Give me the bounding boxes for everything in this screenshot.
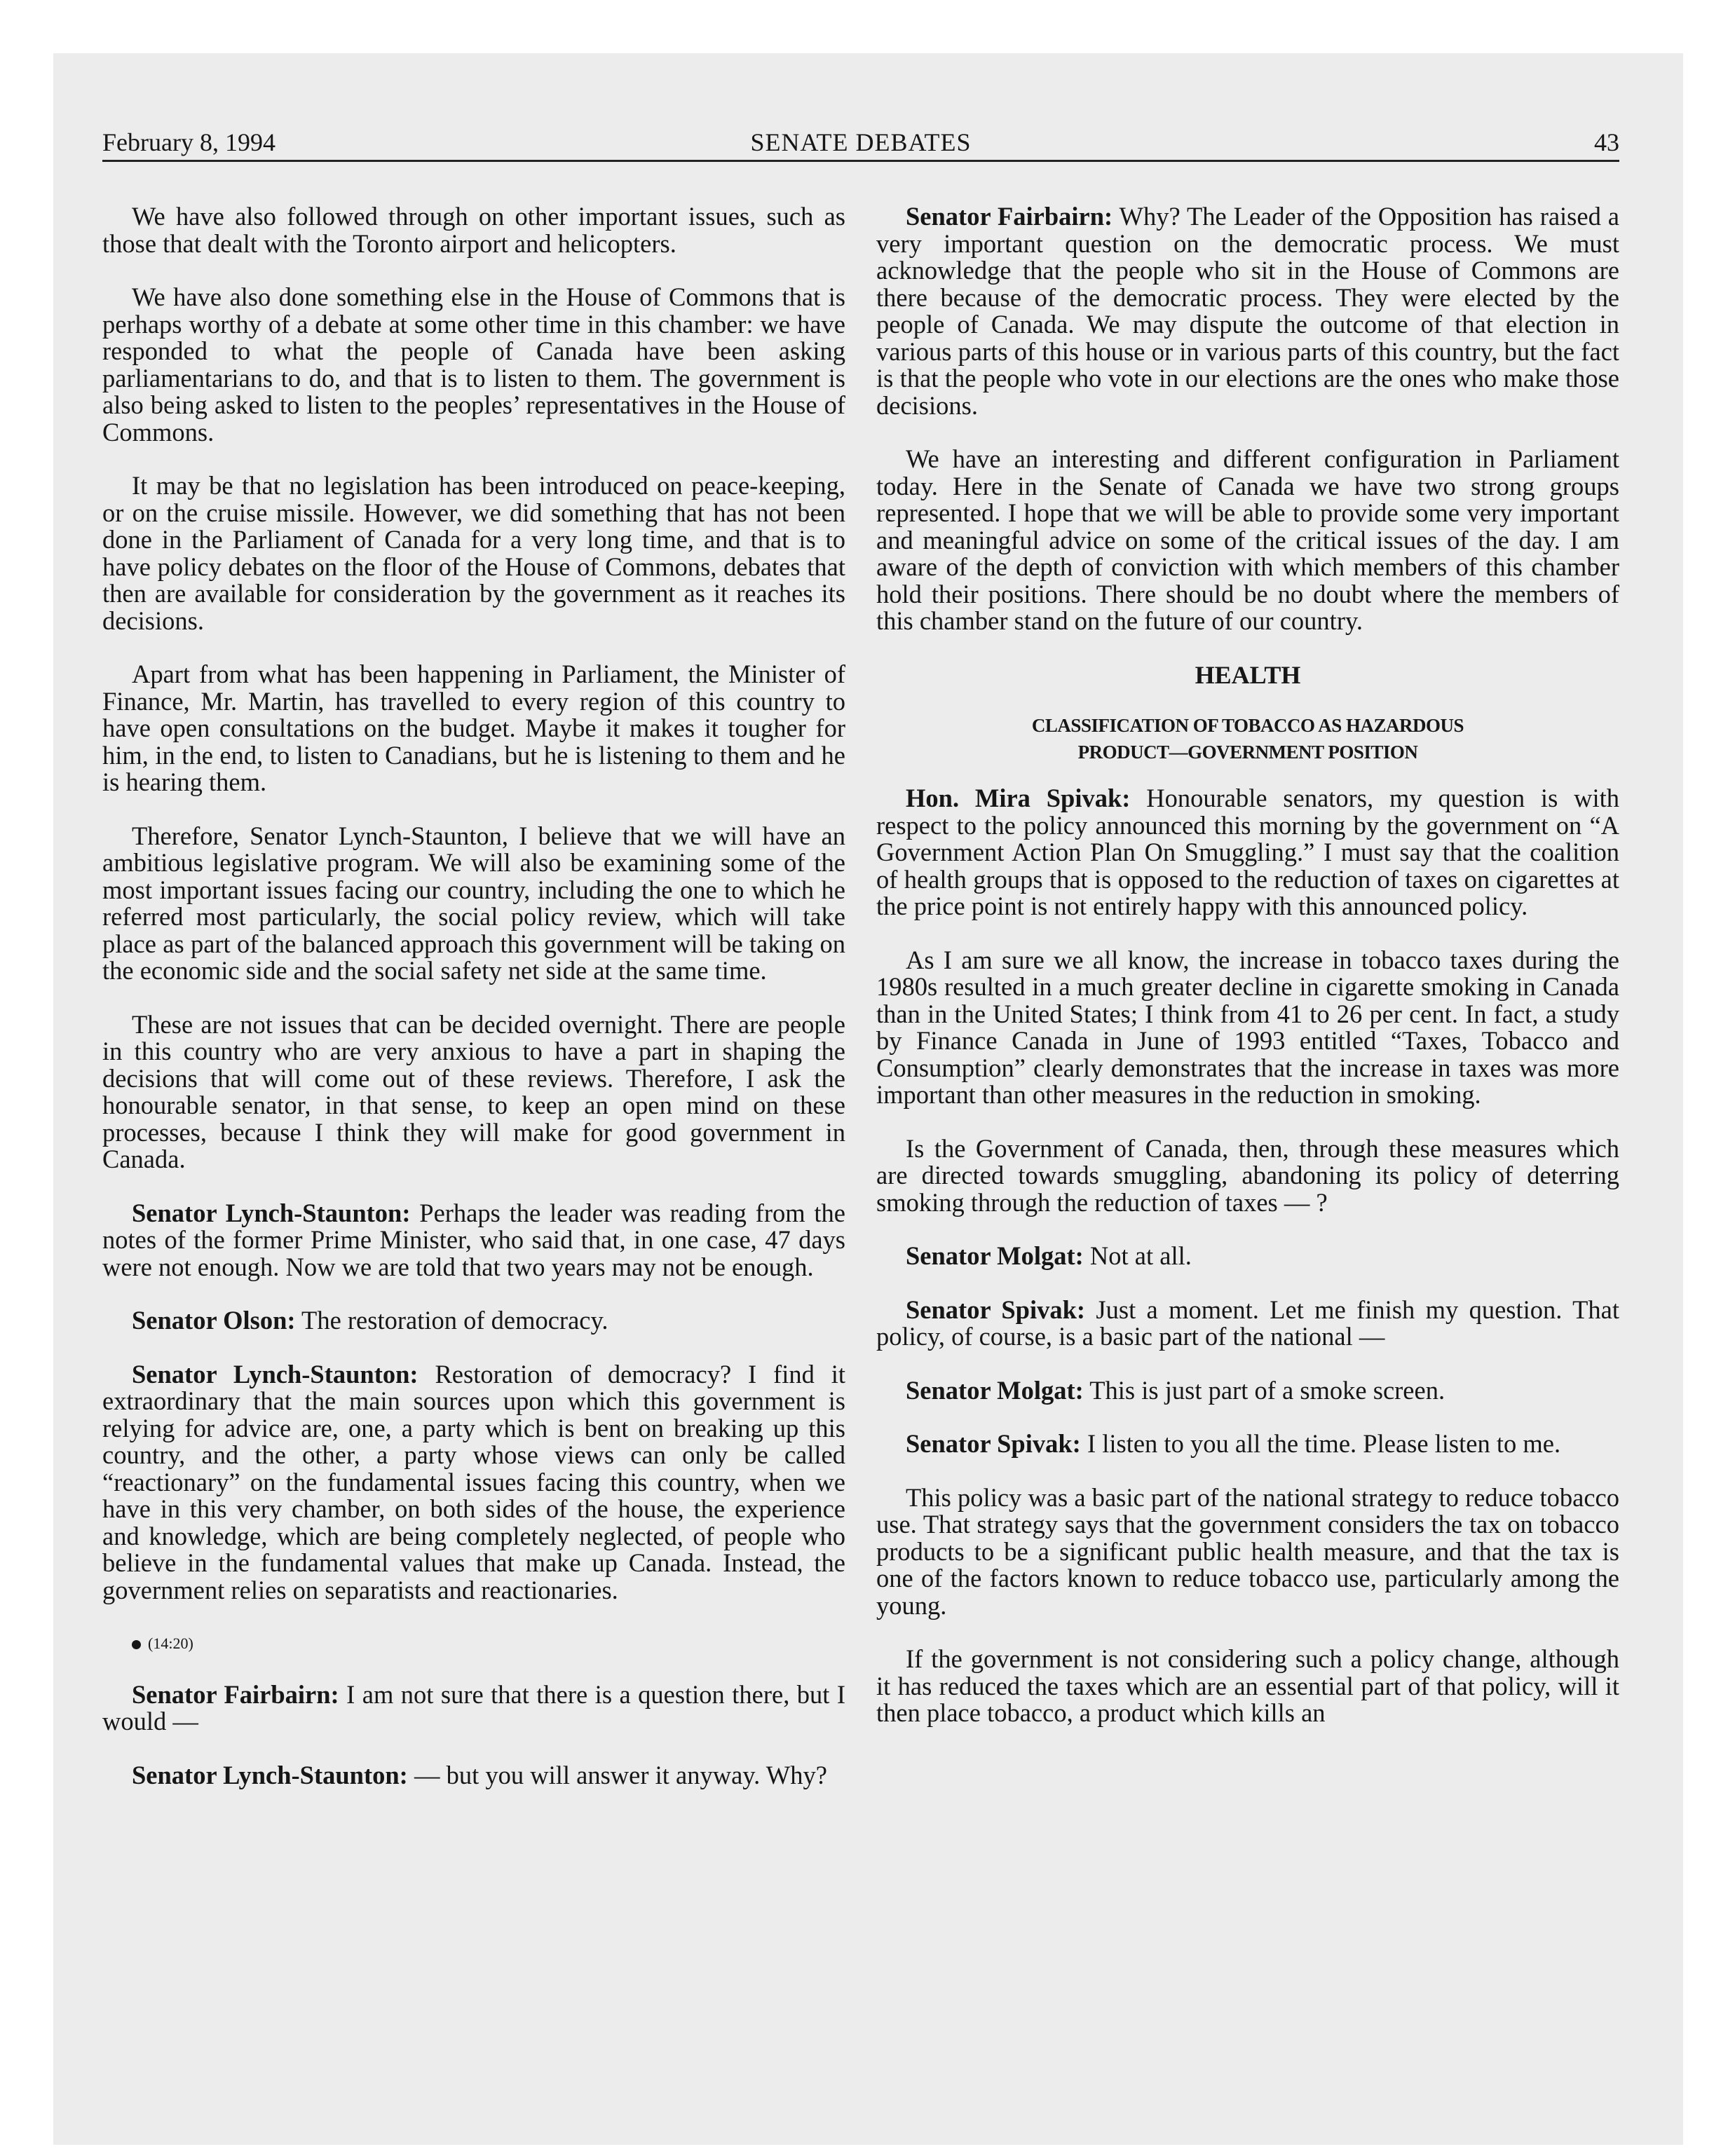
subheading-line-2: PRODUCT—GOVERNMENT POSITION: [1077, 742, 1418, 763]
paragraph: [102, 1011, 845, 1173]
header-date: February 8, 1994: [102, 128, 275, 156]
speaker-name: Senator Spivak:: [906, 1429, 1081, 1458]
paragraph-text: Just a moment. Let me finish my question. That policy, of course, is a basic part of the national —: [876, 1295, 1619, 1351]
paragraph-text: Why? The Leader of the Opposition has raised a very important question on the democratic process. We must acknowledge that the people who sit in the House of Commons are there because of the democratic process. They were elected by the people of Canada. We may dispute the outcome of that election in various parts of this house or in various parts of this country, but the fact is that the people who vote in our elections are the ones who make those decisions.: [876, 202, 1620, 420]
paragraph-text: Therefore, Senator Lynch-Staunton, I believe that we will have an ambitious legislative program. We will also be examining some of the most important issues facing our country, including the one to which he referred most particularly, the social policy review, which will take place as part of the balanced approach this government will be taking on the economic side and the social safety net side at the same time.: [102, 821, 845, 985]
paragraph: [102, 203, 845, 257]
paragraph-text: Is the Government of Canada, then, through these measures which are directed towards smuggling, abandoning its policy of deterring smoking through the reduction of taxes — ?: [876, 1133, 1619, 1217]
paragraph-text: We have also done something else in the House of Commons that is perhaps worthy of a debate at some other time in this chamber: we have responded to what the people of Canada have been asking parliamentarians to do, and that is to listen to them. The government is also being asked to listen to the peoples’ representatives in the House of Commons.: [102, 282, 845, 446]
paragraph: [876, 203, 1619, 419]
paragraph-text: We have also followed through on other important issues, such as those that dealt with the Toronto airport and helicopters.: [102, 202, 845, 258]
paragraph: [876, 1297, 1619, 1351]
paragraph: [876, 1243, 1619, 1270]
paragraph-text: These are not issues that can be decided overnight. There are people in this country who are very anxious to have a part in shaping the decisions that will come out of these reviews. Therefore, I ask the honourable senator, in that sense, to keep an open mind on these processes, because I think they will make for good government in Canada.: [102, 1009, 845, 1173]
header-title: SENATE DEBATES: [750, 128, 972, 156]
paragraph: [102, 1361, 845, 1604]
paragraph-text: This policy was a basic part of the national strategy to reduce tobacco use. That strategy says that the government considers the tax on tobacco products to be a significant public health measure, and that the tax is one of the factors known to reduce tobacco use, particularly among the young.: [876, 1482, 1619, 1620]
speaker-name: Senator Lynch-Staunton:: [132, 1198, 411, 1227]
paragraph: [876, 1646, 1619, 1727]
paragraph-text: Perhaps the leader was reading from the notes of the former Prime Minister, who said that, in one case, 47 days were not enough. Now we are told that two years may not be enough.: [102, 1198, 845, 1281]
paragraph: [102, 1307, 845, 1335]
paragraph: [102, 284, 845, 446]
left-column: [102, 203, 845, 1815]
right-column: [876, 203, 1619, 1754]
paragraph-text: Honourable senators, my question is with respect to the policy announced this morning by the government on “A Government Action Plan On Smuggling.” I must say that the coalition of health groups that is opposed to the reduction of taxes on cigarettes at the price point is not entirely happy with this announced policy.: [876, 784, 1619, 920]
paragraph: [876, 1135, 1619, 1217]
header-page-number: 43: [1594, 128, 1619, 156]
paragraph: [876, 947, 1619, 1109]
subheading-line-1: CLASSIFICATION OF TOBACCO AS HAZARDOUS: [1031, 715, 1464, 736]
paragraph: [876, 1377, 1619, 1405]
paragraph-text: Apart from what has been happening in Parliament, the Minister of Finance, Mr. Martin, has travelled to every region of this country to have open consultations on the budget. Maybe it makes it tougher for him, in the end, to listen to Canadians, but he is listening to them and he is hearing them.: [102, 660, 845, 796]
speaker-name: Senator Spivak:: [906, 1295, 1086, 1324]
paragraph: [102, 661, 845, 796]
paragraph-text: I listen to you all the time. Please listen to me.: [1087, 1429, 1561, 1458]
time-marker: (14:20): [102, 1630, 845, 1658]
paragraph-text: — but you will answer it anyway. Why?: [414, 1760, 827, 1789]
paragraph-text: The restoration of democracy.: [301, 1306, 608, 1335]
bullet-icon: [132, 1640, 141, 1649]
speaker-name: Senator Molgat:: [906, 1375, 1084, 1405]
paragraph: [876, 446, 1619, 635]
paragraph-text: It may be that no legislation has been introduced on peace-keeping, or on the cruise missile. However, we did something that has not been done in the Parliament of Canada for a very long time, and that is to have policy debates on the floor of the House of Commons, debates that then are available for consideration by the government as it reaches its decisions.: [102, 471, 845, 635]
paragraph-text: Restoration of democracy? I find it extraordinary that the main sources upon which this government is relying for advice are, one, a party which is bent on breaking up this country, and the other, a party whose views can only be called “reactionary” on the fundamental issues facing this country, when we have in this very chamber, on both sides of the house, the experience and knowledge, which are being completely neglected, of people who believe in the fundamental values that make up Canada. Instead, the government relies on separatists and reactionaries.: [102, 1359, 845, 1604]
page-header: [102, 118, 1619, 162]
paragraph-text: We have an interesting and different configuration in Parliament today. Here in the Senate of Canada we have two strong groups represented. I hope that we will be able to provide some very important and meaningful advice on some of the critical issues of the day. I am aware of the depth of conviction with which members of this chamber hold their positions. There should be no doubt where the members of this chamber stand on the future of our country.: [876, 444, 1619, 635]
paragraph-text: I am not sure that there is a question there, but I would —: [102, 1679, 846, 1735]
paragraph-text: If the government is not considering such a policy change, although it has reduced the taxes which are an essential part of that policy, will it then place tobacco, a product which kills an: [876, 1644, 1619, 1727]
speaker-name: Senator Fairbairn:: [906, 202, 1113, 231]
paragraph: [102, 472, 845, 634]
paragraph: [876, 1431, 1619, 1458]
paragraph: [102, 1762, 845, 1789]
paragraph: [102, 1200, 845, 1281]
paragraph: [876, 785, 1619, 920]
speaker-name: Senator Molgat:: [906, 1241, 1084, 1270]
speaker-name: Senator Olson:: [132, 1306, 296, 1335]
section-subheading: [876, 712, 1619, 765]
speaker-name: Senator Lynch-Staunton:: [132, 1359, 419, 1389]
speaker-name: Senator Lynch-Staunton:: [132, 1760, 408, 1789]
paragraph: [876, 1482, 1619, 1620]
speaker-name: Senator Fairbairn:: [132, 1679, 339, 1709]
paragraph-text: Not at all.: [1089, 1241, 1192, 1270]
speaker-name: Hon. Mira Spivak:: [906, 784, 1131, 812]
paragraph: [102, 1681, 845, 1735]
section-heading: HEALTH: [1195, 660, 1301, 689]
paragraph-text: As I am sure we all know, the increase in tobacco taxes during the 1980s resulted in a much greater decline in cigarette smoking in Canada than in the United States; I think from 41 to 26 per cent. In fact, a study by Finance Canada in June of 1993 entitled “Taxes, Tobacco and Consumption” clearly demonstrates that the increase in taxes was more important than other measures in the reduction in smoking.: [876, 945, 1619, 1109]
paragraph-text: This is just part of a smoke screen.: [1089, 1375, 1445, 1405]
paragraph: [102, 823, 845, 985]
